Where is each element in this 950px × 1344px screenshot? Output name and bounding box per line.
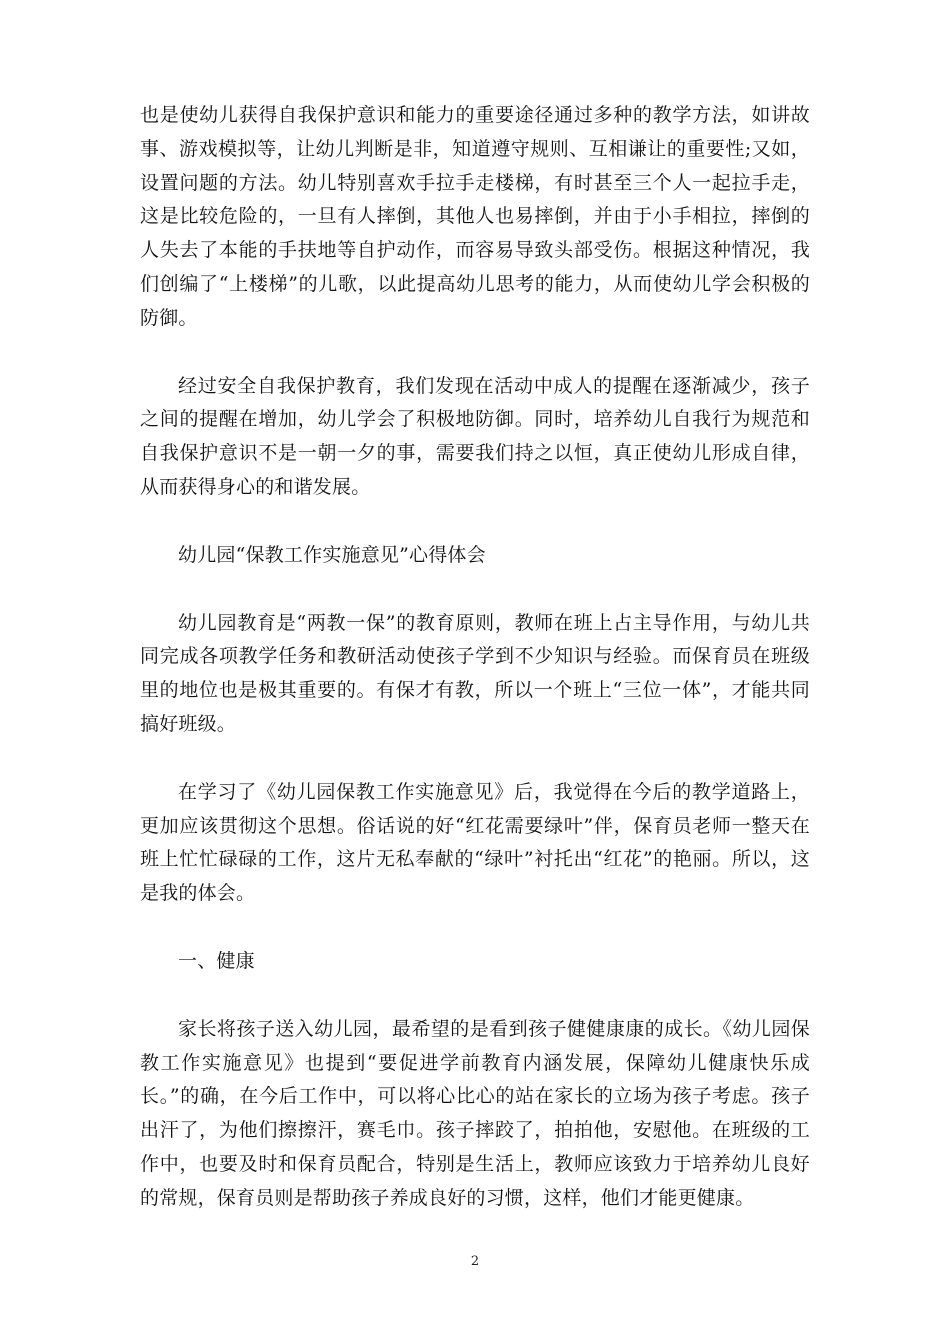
paragraph-gap	[140, 979, 810, 1013]
paragraph-5: 家长将孩子送入幼儿园，最希望的是看到孩子健健康康的成长。《幼儿园保教工作实施意见》也提到“要促进学前教育内涵发展，保障幼儿健康快乐成长。”的确，在今后工作中，可以将心比心的站在家长的立场为孩子考虑。孩子出汗了，为他们擦擦汗，赛毛巾。孩子摔跤了，拍拍他，安慰他。在班级的工作中，也要及时和保育员配合，特别是生活上，教师应该致力于培养幼儿良好的常规，保育员则是帮助孩子养成良好的习惯，这样，他们才能更健康。	[140, 1017, 810, 1209]
paragraph-gap	[140, 911, 810, 945]
paragraph-gap	[140, 742, 810, 776]
section-title-experience: 幼儿园“保教工作实施意见”心得体会	[178, 543, 486, 566]
paragraph-4: 在学习了《幼儿园保教工作实施意见》后，我觉得在今后的教学道路上，更加应该贯彻这个思想。俗话说的好“红花需要绿叶”伴，保育员老师一整天在班上忙忙碌碌的工作，这片无私奉献的“绿叶”衬托出“红花”的艳丽。所以，这是我的体会。	[140, 780, 810, 905]
paragraph-1: 也是使幼儿获得自我保护意识和能力的重要途径通过多种的教学方法，如讲故事、游戏模拟等，让幼儿判断是非，知道遵守规则、互相谦让的重要性;又如，设置问题的方法。幼儿特别喜欢手拉手走楼梯，有时甚至三个人一起拉手走，这是比较危险的，一旦有人摔倒，其他人也易摔倒，并由于小手相拉，摔倒的人失去了本能的手扶地等自护动作，而容易导致头部受伤。根据这种情况，我们创编了“上楼梯”的儿歌，以此提高幼儿思考的能力，从而使幼儿学会积极的防御。	[140, 104, 810, 329]
section-heading-health: 一、健康	[178, 949, 255, 972]
paragraph-gap	[140, 505, 810, 539]
paragraph-gap	[140, 336, 810, 370]
paragraph-3: 幼儿园教育是“两教一保”的教育原则，教师在班上占主导作用，与幼儿共同完成各项教学任务和教研活动使孩子学到不少知识与经验。而保育员在班级里的地位也是极其重要的。有保才有教，所以一个班上“三位一体”，才能共同搞好班级。	[140, 611, 810, 735]
paragraph-2: 经过安全自我保护教育，我们发现在活动中成人的提醒在逐渐减少，孩子之间的提醒在增加，幼儿学会了积极地防御。同时，培养幼儿自我行为规范和自我保护意识不是一朝一夕的事，需要我们持之以恒，真正使幼儿形成自律，从而获得身心的和谐发展。	[140, 374, 810, 498]
page-body	[140, 99, 810, 1216]
paragraph-gap	[140, 573, 810, 607]
page-number: 2	[470, 1254, 480, 1269]
